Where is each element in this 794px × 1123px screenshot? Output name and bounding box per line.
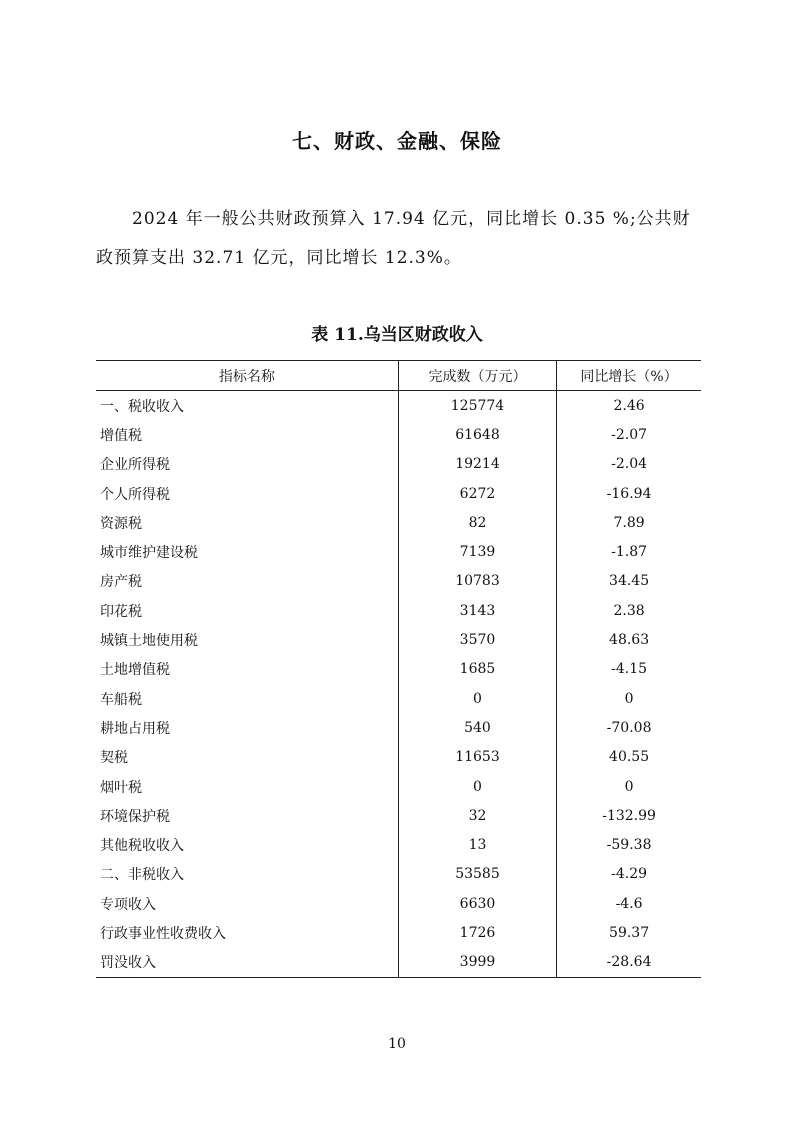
row-growth: -1.87 (557, 537, 701, 566)
row-value: 32 (398, 801, 556, 830)
table-row (96, 889, 701, 918)
row-value: 1726 (398, 918, 556, 947)
row-value: 0 (398, 772, 556, 801)
table-row (96, 918, 701, 947)
row-growth: 34.45 (557, 567, 701, 596)
table-row (96, 713, 701, 742)
row-name: 城镇土地使用税 (100, 633, 198, 650)
row-name: 个人所得税 (100, 486, 170, 503)
row-value: 13 (398, 830, 556, 859)
table-row (96, 830, 701, 859)
row-growth: -4.29 (557, 860, 701, 889)
row-name: 契税 (100, 750, 128, 767)
row-value: 125774 (398, 391, 556, 421)
row-name: 行政事业性收费收入 (100, 925, 226, 942)
header-completed-value: 完成数（万元） (398, 361, 556, 391)
row-value: 3999 (398, 948, 556, 978)
row-growth: -2.07 (557, 420, 701, 449)
table-row (96, 625, 701, 654)
row-growth: 40.55 (557, 743, 701, 772)
row-growth: -4.6 (557, 889, 701, 918)
row-growth: -59.38 (557, 830, 701, 859)
table-row (96, 860, 701, 889)
header-yoy-growth: 同比增长（%） (557, 361, 701, 391)
row-value: 3570 (398, 625, 556, 654)
row-growth: -132.99 (557, 801, 701, 830)
table-row (96, 743, 701, 772)
row-name: 车船税 (100, 691, 142, 708)
row-growth: 48.63 (557, 625, 701, 654)
section-title: 七、财政、金融、保险 (292, 129, 502, 153)
row-value: 540 (398, 713, 556, 742)
table-row (96, 567, 701, 596)
row-growth: -16.94 (557, 479, 701, 508)
table-row (96, 537, 701, 566)
row-name: 其他税收收入 (100, 838, 184, 855)
row-value: 7139 (398, 537, 556, 566)
page-number: 10 (388, 1036, 406, 1052)
row-name: 罚没收入 (96, 948, 398, 978)
table-row (96, 655, 701, 684)
row-value: 19214 (398, 450, 556, 479)
row-growth: 2.38 (557, 596, 701, 625)
row-name: 企业所得税 (100, 457, 170, 474)
row-name: 耕地占用税 (100, 720, 170, 737)
row-value: 11653 (398, 743, 556, 772)
table-row (96, 684, 701, 713)
table-row (96, 948, 701, 978)
row-name: 一、税收收入 (100, 398, 184, 415)
table-row (96, 596, 701, 625)
table-row (96, 479, 701, 508)
row-value: 53585 (398, 860, 556, 889)
row-name: 二、非税收入 (100, 867, 184, 884)
row-value: 61648 (398, 420, 556, 449)
row-growth: -4.15 (557, 655, 701, 684)
row-value: 6630 (398, 889, 556, 918)
row-value: 10783 (398, 567, 556, 596)
row-value: 6272 (398, 479, 556, 508)
fiscal-revenue-table (96, 360, 701, 978)
row-name: 烟叶税 (100, 779, 142, 796)
row-name: 增值税 (100, 427, 142, 444)
row-growth: -2.04 (557, 450, 701, 479)
table-title: 表 11.乌当区财政收入 (311, 325, 483, 345)
table-row (96, 391, 701, 421)
row-name: 环境保护税 (100, 808, 170, 825)
row-growth: 59.37 (557, 918, 701, 947)
row-value: 3143 (398, 596, 556, 625)
row-growth: -70.08 (557, 713, 701, 742)
row-value: 0 (398, 684, 556, 713)
table-row (96, 801, 701, 830)
summary-paragraph: 2024 年一般公共财政预算入 17.94 亿元，同比增长 0.35 %;公共财政预算支出 32.71 亿元，同比增长 12.3%。 (96, 209, 691, 268)
row-growth: -28.64 (557, 948, 701, 978)
row-growth: 2.46 (557, 391, 701, 421)
row-name: 房产税 (100, 574, 142, 591)
row-growth: 7.89 (557, 508, 701, 537)
row-growth: 0 (557, 772, 701, 801)
row-growth: 0 (557, 684, 701, 713)
row-value: 1685 (398, 655, 556, 684)
header-indicator-name: 指标名称 (96, 361, 398, 391)
table-row (96, 450, 701, 479)
row-name: 专项收入 (100, 896, 156, 913)
table-row (96, 772, 701, 801)
row-name: 土地增值税 (100, 662, 170, 679)
table-row (96, 420, 701, 449)
row-name: 城市维护建设税 (100, 545, 198, 562)
row-value: 82 (398, 508, 556, 537)
table-row (96, 508, 701, 537)
table-header-row (96, 361, 701, 391)
row-name: 印花税 (100, 603, 142, 620)
row-name: 资源税 (100, 515, 142, 532)
